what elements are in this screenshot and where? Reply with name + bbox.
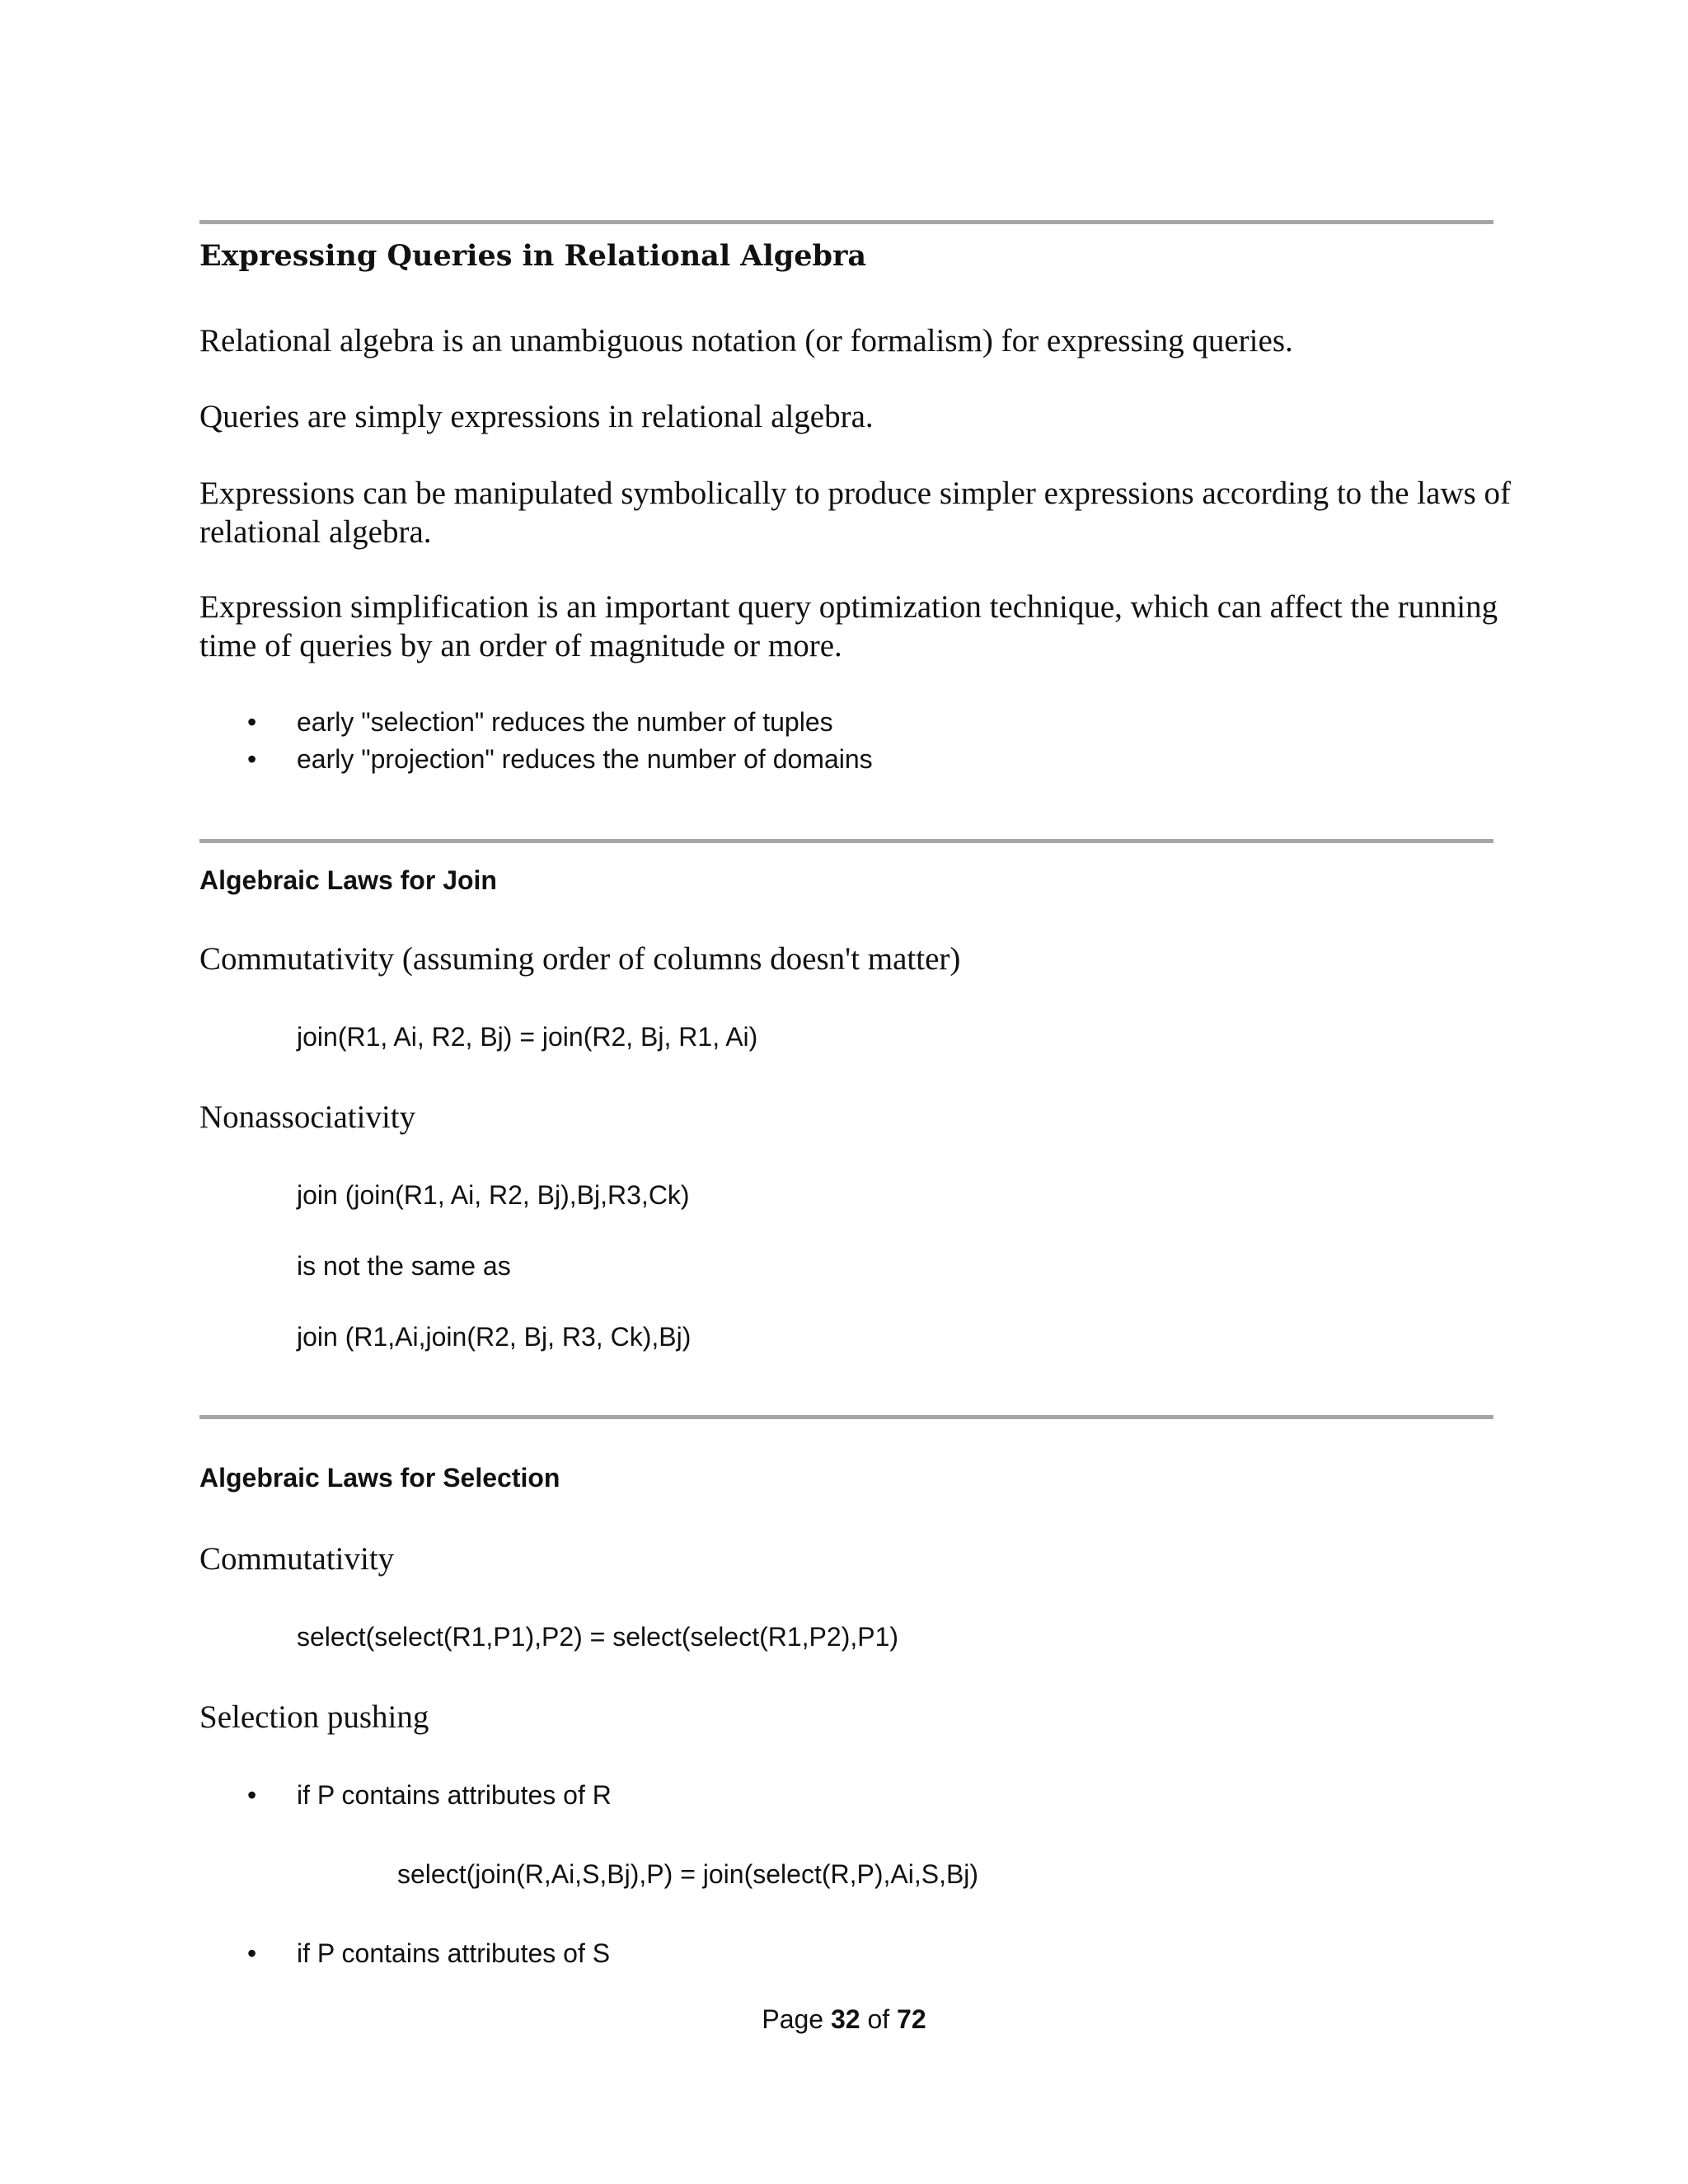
page-number: [0, 2004, 1688, 2035]
section-title: Algebraic Laws for Join: [199, 865, 497, 895]
bullet-marker: •: [247, 744, 257, 774]
paragraph: Queries are simply expressions in relational algebra.: [199, 399, 874, 434]
section-divider: [199, 220, 1493, 224]
bullet-marker: •: [247, 707, 257, 737]
formula: join (R1,Ai,join(R2, Bj, R3, Ck),Bj): [297, 1322, 692, 1352]
list-item: if P contains attributes of R: [297, 1780, 612, 1810]
paragraph: Relational algebra is an unambiguous notation (or formalism) for expressing queries.: [199, 323, 1293, 359]
section-title: Expressing Queries in Relational Algebra: [199, 239, 867, 273]
subheading: Commutativity: [199, 1541, 395, 1577]
list-item: early "selection" reduces the number of tuples: [297, 707, 833, 737]
section-divider: [199, 839, 1493, 843]
subheading: Selection pushing: [199, 1699, 429, 1735]
paragraph: Expressions can be manipulated symbolically to produce simpler expressions according to the laws of relational algebra.: [199, 476, 1512, 550]
subheading: Nonassociativity: [199, 1099, 416, 1135]
subheading: Commutativity (assuming order of columns doesn't matter): [199, 941, 961, 977]
page-label: Page: [762, 2004, 824, 2034]
paragraph: Expression simplification is an important query optimization technique, which can affect the running time of queries by an order of magnitude or more.: [199, 589, 1498, 663]
list-item: if P contains attributes of S: [297, 1938, 611, 1968]
section-divider: [199, 1415, 1493, 1419]
formula: select(select(R1,P1),P2) = select(select(R1,P2),P1): [297, 1622, 899, 1652]
formula: join (join(R1, Ai, R2, Bj),Bj,R3,Ck): [297, 1180, 690, 1210]
current-page: 32: [830, 2004, 860, 2034]
section-title: Algebraic Laws for Selection: [199, 1463, 560, 1493]
formula: select(join(R,Ai,S,Bj),P) = join(select(R,P),Ai,S,Bj): [397, 1859, 979, 1889]
page-of-label: of: [867, 2004, 890, 2034]
bullet-marker: •: [247, 1780, 257, 1810]
total-pages: 72: [897, 2004, 926, 2034]
text-line: is not the same as: [297, 1251, 511, 1281]
list-item: early "projection" reduces the number of domains: [297, 744, 873, 774]
formula: join(R1, Ai, R2, Bj) = join(R2, Bj, R1, Ai): [297, 1022, 758, 1052]
bullet-marker: •: [247, 1938, 257, 1968]
